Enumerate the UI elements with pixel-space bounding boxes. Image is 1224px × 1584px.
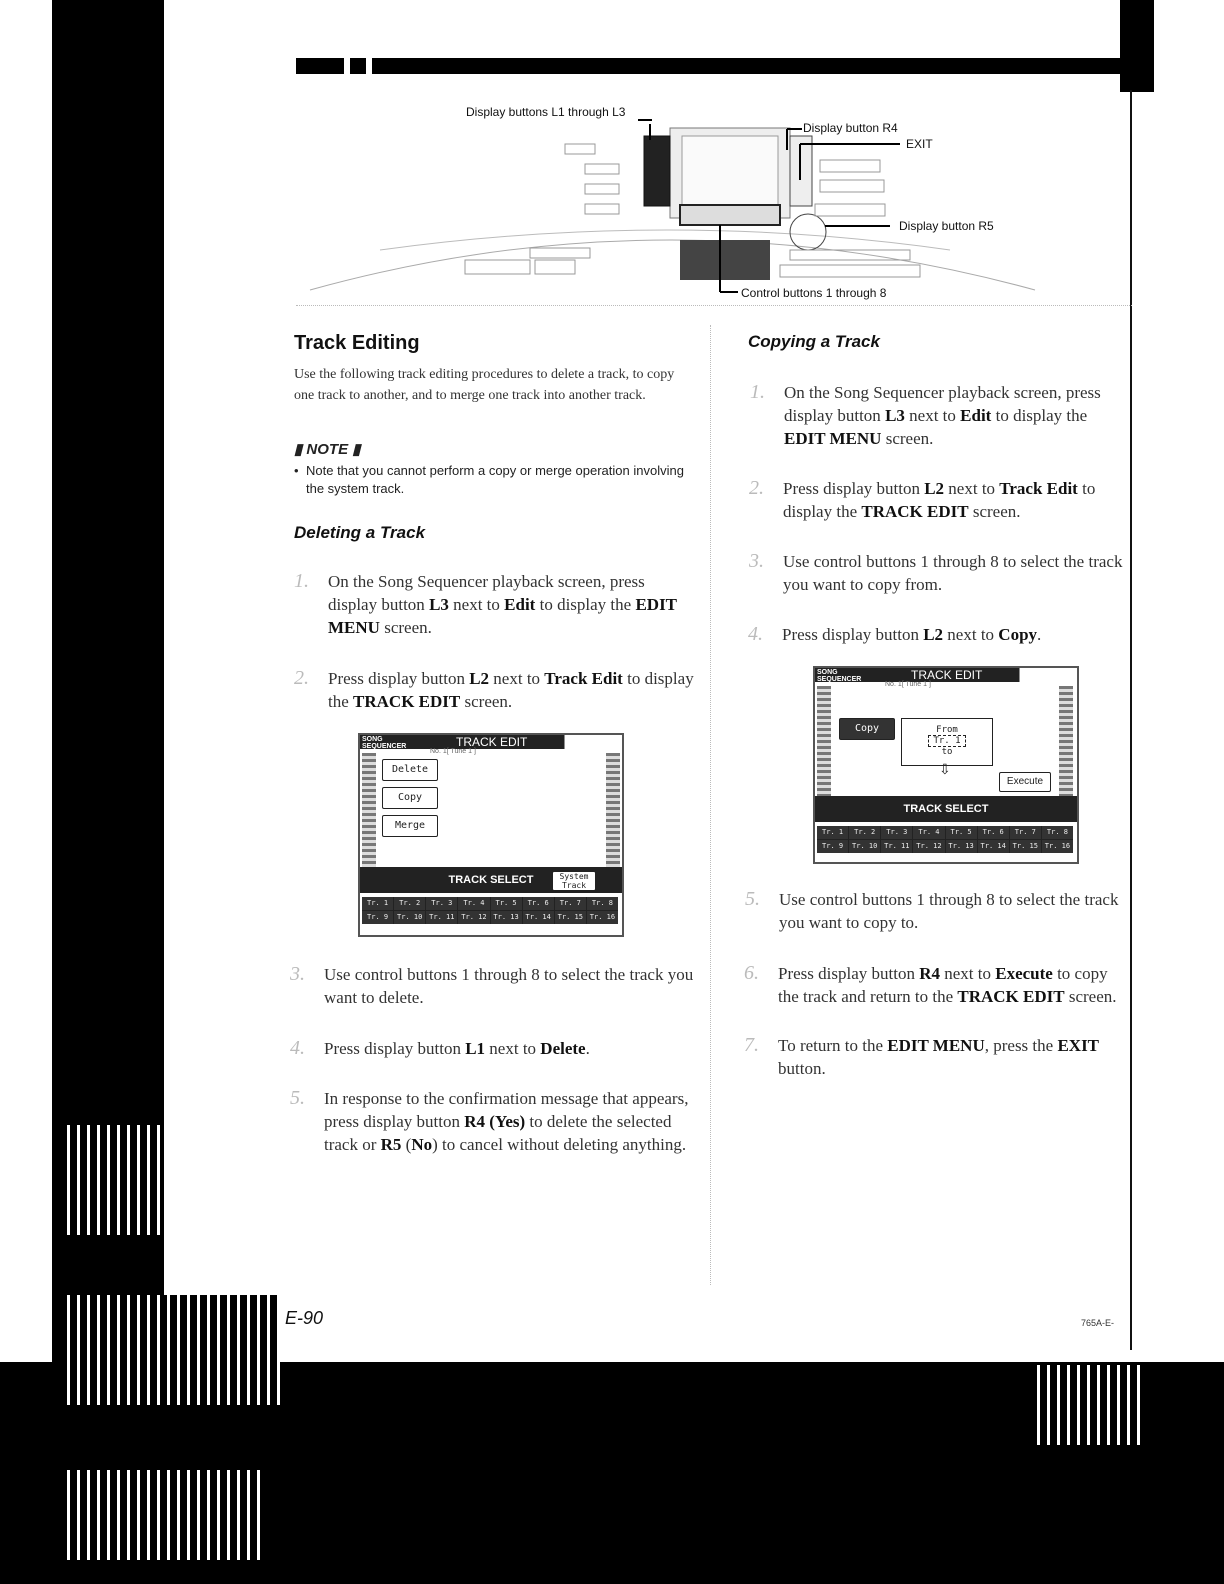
step-key: Edit — [504, 595, 536, 614]
step-text — [328, 570, 694, 639]
note-heading: ▮ NOTE ▮ — [294, 441, 361, 458]
step-text — [782, 623, 1126, 646]
label-display-r4: Display button R4 — [803, 121, 898, 135]
track-cell[interactable]: Tr. 14 — [978, 840, 1009, 853]
track-cell[interactable]: Tr. 3 — [426, 897, 457, 910]
step-key: EDIT MENU — [887, 1036, 985, 1055]
step-text-part: . — [1037, 625, 1042, 644]
note-bullet: • — [294, 463, 299, 478]
step-text — [783, 550, 1127, 596]
lcd-side-right — [1059, 686, 1073, 796]
lcd-track-edit-copy — [813, 666, 1079, 864]
execute-button[interactable]: Execute — [999, 772, 1051, 792]
step-text-part: screen. — [379, 618, 432, 637]
track-cell[interactable]: Tr. 8 — [587, 897, 618, 910]
step-text-part: next to — [904, 406, 961, 425]
step-number: 4. — [748, 623, 763, 645]
step-key: Track Edit — [544, 669, 623, 688]
step-text-part: to display the — [535, 595, 636, 614]
note-text: Note that you cannot perform a copy or merge operation involving the system track. — [306, 463, 684, 496]
page-number: E-90 — [285, 1308, 324, 1328]
left-step-5 — [290, 1087, 694, 1156]
step-text-part: Press display button — [324, 1039, 466, 1058]
step-number: 3. — [749, 550, 764, 572]
step-text-part: ) to cancel without deleting anything. — [432, 1135, 687, 1154]
step-key: R4 — [919, 964, 940, 983]
step-text-part: , press the — [984, 1036, 1058, 1055]
track-cell[interactable]: Tr. 9 — [362, 911, 393, 924]
step-text-part: screen. — [460, 692, 513, 711]
track-select-label: TRACK SELECT — [448, 874, 534, 886]
track-cell[interactable]: Tr. 4 — [913, 826, 944, 839]
track-cell[interactable]: Tr. 4 — [458, 897, 489, 910]
step-key: TRACK EDIT — [861, 502, 969, 521]
track-cell[interactable]: Tr. 1 — [362, 897, 393, 910]
right-step-2 — [749, 477, 1127, 523]
left-step-1 — [294, 570, 694, 639]
step-text-part: to delete the selected track or — [324, 1112, 672, 1154]
heading-track-editing: Track Editing — [294, 332, 420, 354]
step-key: Copy — [998, 625, 1038, 644]
label-exit: EXIT — [906, 137, 933, 151]
step-key: L1 — [465, 1039, 486, 1058]
step-text-part: screen. — [881, 429, 934, 448]
track-cell[interactable]: Tr. 15 — [555, 911, 586, 924]
track-cell[interactable]: Tr. 5 — [946, 826, 977, 839]
track-cell[interactable]: Tr. 11 — [426, 911, 457, 924]
step-text — [783, 477, 1127, 523]
step-text — [324, 1087, 694, 1156]
step-text — [779, 888, 1127, 934]
label-display-l1-l3: Display buttons L1 through L3 — [466, 105, 626, 119]
right-step-7 — [744, 1034, 1126, 1080]
track-cell[interactable]: Tr. 3 — [881, 826, 912, 839]
track-cell[interactable]: Tr. 16 — [587, 911, 618, 924]
track-cell[interactable]: Tr. 16 — [1042, 840, 1073, 853]
step-key: Execute — [995, 964, 1053, 983]
copy-button[interactable]: Copy — [382, 787, 438, 809]
step-text — [328, 667, 694, 713]
right-step-3 — [749, 550, 1127, 596]
from-label: From — [936, 725, 958, 735]
diagram-bottom-rule — [296, 305, 1132, 306]
track-select-bar — [815, 796, 1077, 822]
from-box — [901, 718, 993, 766]
track-grid — [362, 897, 618, 924]
step-text-part: Press display button — [778, 964, 920, 983]
track-cell[interactable]: Tr. 12 — [913, 840, 944, 853]
step-text-part: Press display button — [782, 625, 924, 644]
track-cell[interactable]: Tr. 10 — [849, 840, 880, 853]
intro-text: Use the following track editing procedures to delete a track, to copy one track to another, and to merge one track into another track. — [294, 367, 675, 403]
track-cell[interactable]: Tr. 8 — [1042, 826, 1073, 839]
step-text-part: next to — [485, 1039, 541, 1058]
down-arrow-icon: ⇩ — [939, 763, 951, 778]
scan-stripes-left-2 — [60, 1295, 280, 1405]
scan-right-line — [1130, 90, 1132, 1350]
merge-button[interactable]: Merge — [382, 815, 438, 837]
track-cell[interactable]: Tr. 1 — [817, 826, 848, 839]
left-step-2 — [294, 667, 694, 713]
step-text — [784, 381, 1128, 450]
track-cell[interactable]: Tr. 2 — [849, 826, 880, 839]
step-key: R4 (Yes) — [464, 1112, 526, 1131]
step-number: 1. — [750, 381, 765, 403]
step-text-part: next to — [944, 479, 1000, 498]
step-key: L3 — [429, 595, 449, 614]
step-number: 2. — [294, 667, 309, 689]
step-text-part: Press display button — [328, 669, 470, 688]
step-number: 5. — [290, 1087, 305, 1109]
lcd-song-no: No. 1[ Tune 1 ] — [430, 748, 476, 755]
step-text-part: Use control buttons 1 through 8 to select the track you want to copy to. — [779, 890, 1119, 932]
lcd-side-left — [817, 686, 831, 796]
track-select-label: TRACK SELECT — [903, 803, 989, 815]
lcd-song-no: No. 1[ Tune 1 ] — [885, 681, 931, 688]
lcd-logo: SONG SEQUENCER — [817, 669, 862, 683]
track-cell[interactable]: Tr. 13 — [491, 911, 522, 924]
step-text-part: to display the — [991, 406, 1088, 425]
step-text-part: next to — [448, 595, 505, 614]
header-band-gap — [344, 58, 350, 74]
step-text-part: . — [585, 1039, 590, 1058]
step-text — [324, 1037, 694, 1060]
step-text-part: to display the — [328, 669, 694, 711]
step-text-part: On the Song Sequencer playback screen, press display button — [784, 383, 1101, 425]
lcd-track-edit — [358, 733, 624, 937]
lcd-title: TRACK EDIT — [911, 668, 983, 682]
scan-stripes-left — [60, 1125, 162, 1235]
step-key: Delete — [540, 1039, 586, 1058]
right-step-5 — [745, 888, 1127, 934]
note-heading-text: NOTE — [306, 441, 349, 458]
track-cell[interactable]: Tr. 5 — [491, 897, 522, 910]
track-cell[interactable]: Tr. 12 — [458, 911, 489, 924]
step-text — [778, 962, 1126, 1008]
track-cell[interactable]: Tr. 2 — [394, 897, 425, 910]
scan-stripes-bottom — [60, 1470, 260, 1560]
scan-right-edge — [1120, 0, 1154, 92]
step-text-part: On the Song Sequencer playback screen, press display button — [328, 572, 645, 614]
step-key: L2 — [924, 479, 945, 498]
step-text-part: next to — [489, 669, 545, 688]
right-step-4 — [748, 623, 1126, 646]
step-text-part: In response to the confirmation message that appears, press display button — [324, 1089, 689, 1131]
step-text-part: ( — [401, 1135, 412, 1154]
track-cell[interactable]: Tr. 9 — [817, 840, 848, 853]
step-text-part: Use control buttons 1 through 8 to select the track you want to delete. — [324, 965, 694, 1007]
track-cell[interactable]: Tr. 14 — [523, 911, 554, 924]
step-text-part: screen. — [968, 502, 1021, 521]
step-text-part: to display the — [783, 479, 1096, 521]
system-track-button[interactable]: System Track — [552, 871, 596, 891]
step-number: 1. — [294, 570, 309, 592]
header-band — [296, 58, 1132, 74]
step-key: TRACK EDIT — [353, 692, 461, 711]
track-cell[interactable]: Tr. 11 — [881, 840, 912, 853]
lcd-side-right — [606, 753, 620, 871]
from-value: Tr. 1 — [928, 735, 965, 747]
footer-code: 765A-E- — [1081, 1318, 1115, 1328]
step-text-part: next to — [943, 625, 999, 644]
scan-stripes-right — [1030, 1365, 1140, 1445]
track-cell[interactable]: Tr. 6 — [978, 826, 1009, 839]
step-text-part: to copy the track and return to the — [778, 964, 1108, 1006]
label-control-buttons: Control buttons 1 through 8 — [741, 286, 887, 300]
step-number: 2. — [749, 477, 764, 499]
step-text — [778, 1034, 1126, 1080]
step-key: Edit — [960, 406, 992, 425]
track-cell[interactable]: Tr. 15 — [1010, 840, 1041, 853]
step-text-part: button. — [778, 1059, 826, 1078]
column-divider — [710, 325, 711, 1285]
copy-button[interactable]: Copy — [839, 718, 895, 740]
step-key: L2 — [469, 669, 490, 688]
left-step-4 — [290, 1037, 694, 1060]
left-step-3 — [290, 963, 694, 1009]
step-number: 5. — [745, 888, 760, 910]
track-cell[interactable]: Tr. 6 — [523, 897, 554, 910]
step-key: Track Edit — [999, 479, 1078, 498]
track-cell[interactable]: Tr. 13 — [946, 840, 977, 853]
step-text-part: next to — [939, 964, 996, 983]
step-text-part: To return to the — [778, 1036, 888, 1055]
lcd-logo: SONG SEQUENCER — [362, 736, 407, 750]
track-cell[interactable]: Tr. 7 — [555, 897, 586, 910]
track-cell[interactable]: Tr. 10 — [394, 911, 425, 924]
right-step-6 — [744, 962, 1126, 1008]
label-display-r5: Display button R5 — [899, 219, 994, 233]
lcd-side-left — [362, 753, 376, 871]
step-key: TRACK EDIT — [957, 987, 1065, 1006]
step-text — [324, 963, 694, 1009]
step-key: EDIT MENU — [328, 595, 677, 637]
step-text-part: Use control buttons 1 through 8 to select the track you want to copy from. — [783, 552, 1123, 594]
delete-button[interactable]: Delete — [382, 759, 438, 781]
step-key: EDIT MENU — [784, 429, 882, 448]
lcd-title: TRACK EDIT — [456, 735, 528, 749]
step-key: L3 — [885, 406, 905, 425]
right-step-1 — [750, 381, 1128, 450]
subheading-copying: Copying a Track — [748, 332, 880, 351]
step-number: 4. — [290, 1037, 305, 1059]
to-label: to — [941, 747, 953, 757]
step-key: R5 — [380, 1135, 402, 1154]
step-number: 7. — [744, 1034, 759, 1056]
step-number: 6. — [744, 962, 759, 984]
keyboard-panel-diagram — [290, 100, 1050, 315]
track-grid — [817, 826, 1073, 853]
step-key: EXIT — [1057, 1036, 1100, 1055]
subheading-deleting: Deleting a Track — [294, 523, 426, 542]
step-text-part: Press display button — [783, 479, 925, 498]
step-key: L2 — [923, 625, 944, 644]
step-number: 3. — [290, 963, 305, 985]
step-key: No — [411, 1135, 433, 1154]
track-cell[interactable]: Tr. 7 — [1010, 826, 1041, 839]
step-text-part: screen. — [1064, 987, 1117, 1006]
header-band-gap-2 — [366, 58, 372, 74]
